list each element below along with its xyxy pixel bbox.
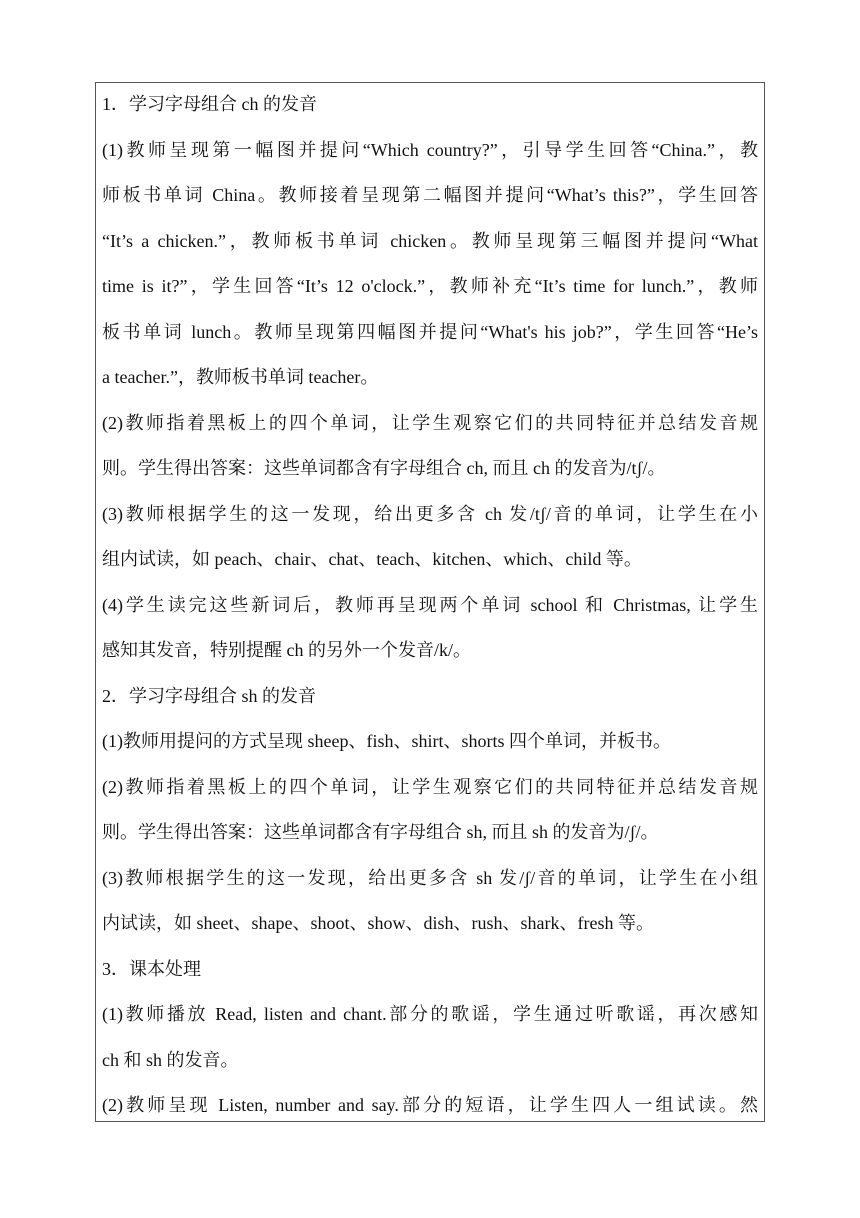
document-line: 1．学习字母组合 ch 的发音 — [102, 94, 317, 114]
document-line: 2．学习字母组合 sh 的发音 — [102, 685, 317, 706]
document-line: “It’s a chicken.”，教师板书单词 chicken。教师呈现第三幅图并提问“What — [102, 230, 758, 251]
document-line: (4)学生读完这些新词后，教师再呈现两个单词 school 和 Christmas, 让学生 — [102, 594, 758, 615]
document-line: 感知其发音，特别提醒 ch 的另外一个发音/k/。 — [102, 640, 471, 660]
document-line: (1)教师呈现第一幅图并提问“Which country?”，引导学生回答“China.”，教 — [102, 139, 758, 160]
document-line: 内试读，如 sheet、shape、shoot、show、dish、rush、shark、fresh 等。 — [102, 913, 654, 933]
document-line: 则。学生得出答案：这些单词都含有字母组合 sh, 而且 sh 的发音为/ʃ/。 — [102, 822, 659, 842]
document-line: time is it?”，学生回答“It’s 12 o'clock.”，教师补充“It’s time for lunch.”，教师 — [102, 276, 758, 296]
document-line: (1)教师播放 Read, listen and chant.部分的歌谣，学生通过听歌谣，再次感知 — [102, 1004, 758, 1024]
document-line: a teacher.”，教师板书单词 teacher。 — [102, 367, 379, 387]
document-line: 师板书单词 China。教师接着呈现第二幅图并提问“What’s this?”，学生回答 — [102, 185, 758, 205]
document-line: 板书单词 lunch。教师呈现第四幅图并提问“What's his job?”，学生回答“He’s — [102, 321, 758, 342]
document-line: (3)教师根据学生的这一发现，给出更多含 ch 发/tʃ/音的单词，让学生在小 — [102, 503, 758, 524]
document-line: 组内试读，如 peach、chair、chat、teach、kitchen、which、child 等。 — [102, 549, 642, 569]
document-line: (2)教师指着黑板上的四个单词，让学生观察它们的共同特征并总结发音规 — [102, 412, 758, 433]
document-line: 3．课本处理 — [102, 958, 201, 979]
document-line: ch 和 sh 的发音。 — [102, 1049, 239, 1070]
document-line: (1)教师用提问的方式呈现 sheep、fish、shirt、shorts 四个单词，并板书。 — [102, 731, 671, 751]
document-line: 则。学生得出答案：这些单词都含有字母组合 ch, 而且 ch 的发音为/tʃ/。 — [102, 458, 666, 478]
document-body — [102, 82, 758, 1129]
document-line: (2)教师指着黑板上的四个单词，让学生观察它们的共同特征并总结发音规 — [102, 776, 758, 797]
document-line: (2)教师呈现 Listen, number and say.部分的短语，让学生四人一组试读。然 — [102, 1095, 758, 1115]
document-line: (3)教师根据学生的这一发现，给出更多含 sh 发/ʃ/音的单词，让学生在小组 — [102, 867, 758, 888]
